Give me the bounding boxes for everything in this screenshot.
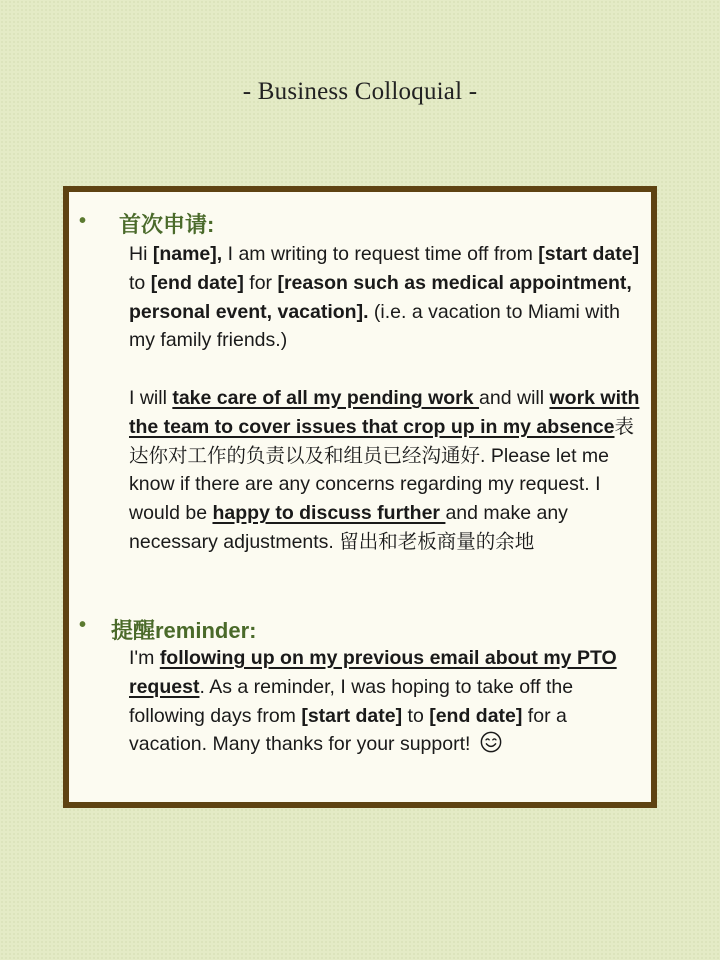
- text-run: for: [243, 271, 278, 294]
- text-run: I am writing to request time off from: [222, 243, 539, 265]
- commitment-paragraph: [129, 384, 641, 557]
- key-phrase: work with the team to cover issues that crop up in my absence: [129, 386, 640, 438]
- placeholder-start-date: [start date]: [301, 704, 403, 727]
- section-heading: [69, 208, 651, 240]
- placeholder-start-date: [start date]: [538, 243, 640, 265]
- chinese-note: 表达你对工作的负责以及和组员已经沟通好: [129, 415, 634, 467]
- placeholder-end-date: [end date]: [429, 704, 523, 727]
- placeholder-end-date: [end date]: [150, 271, 244, 294]
- text-run: I'm: [129, 647, 160, 669]
- section-body: [129, 644, 641, 759]
- section-body: [129, 240, 641, 557]
- request-paragraph: [129, 240, 641, 355]
- text-run: to: [129, 271, 151, 294]
- text-run: . Please let me know if there are any concerns regarding my request. I would be: [129, 444, 609, 525]
- reminder-paragraph: [129, 644, 641, 759]
- text-run: and make any necessary adjustments.: [129, 502, 568, 553]
- example-note: (i.e. a vacation to Miami with my family friends.): [129, 300, 620, 352]
- text-run: and will: [479, 386, 550, 409]
- text-run: for a vacation. Many thanks for your support!: [129, 704, 567, 756]
- key-phrase: following up on my previous email about my PTO request: [129, 647, 617, 698]
- placeholder-reason: [reason such as medical appointment, personal event, vacation].: [129, 271, 632, 323]
- chinese-note: 留出和老板商量的余地: [339, 530, 535, 553]
- key-phrase: take care of all my pending work: [172, 386, 480, 409]
- placeholder-name: [name],: [152, 243, 223, 265]
- section-first-request: [69, 208, 651, 557]
- text-run: I will: [129, 386, 173, 409]
- text-run: . As a reminder, I was hoping to take off the following days from: [129, 675, 574, 727]
- section-heading-text: 提醒reminder:: [111, 618, 257, 643]
- section-heading: [69, 612, 651, 644]
- page-title: - Business Colloquial -: [242, 78, 478, 105]
- bullet-icon: •: [79, 210, 87, 232]
- section-reminder: [69, 612, 651, 759]
- content-card: [63, 186, 657, 808]
- section-heading-text: 首次申请:: [119, 212, 215, 237]
- text-run: Hi: [129, 243, 153, 265]
- bullet-icon: •: [79, 614, 87, 636]
- smiling-face-icon: [480, 731, 502, 753]
- text-run: to: [402, 704, 430, 727]
- key-phrase: happy to discuss further: [212, 502, 446, 525]
